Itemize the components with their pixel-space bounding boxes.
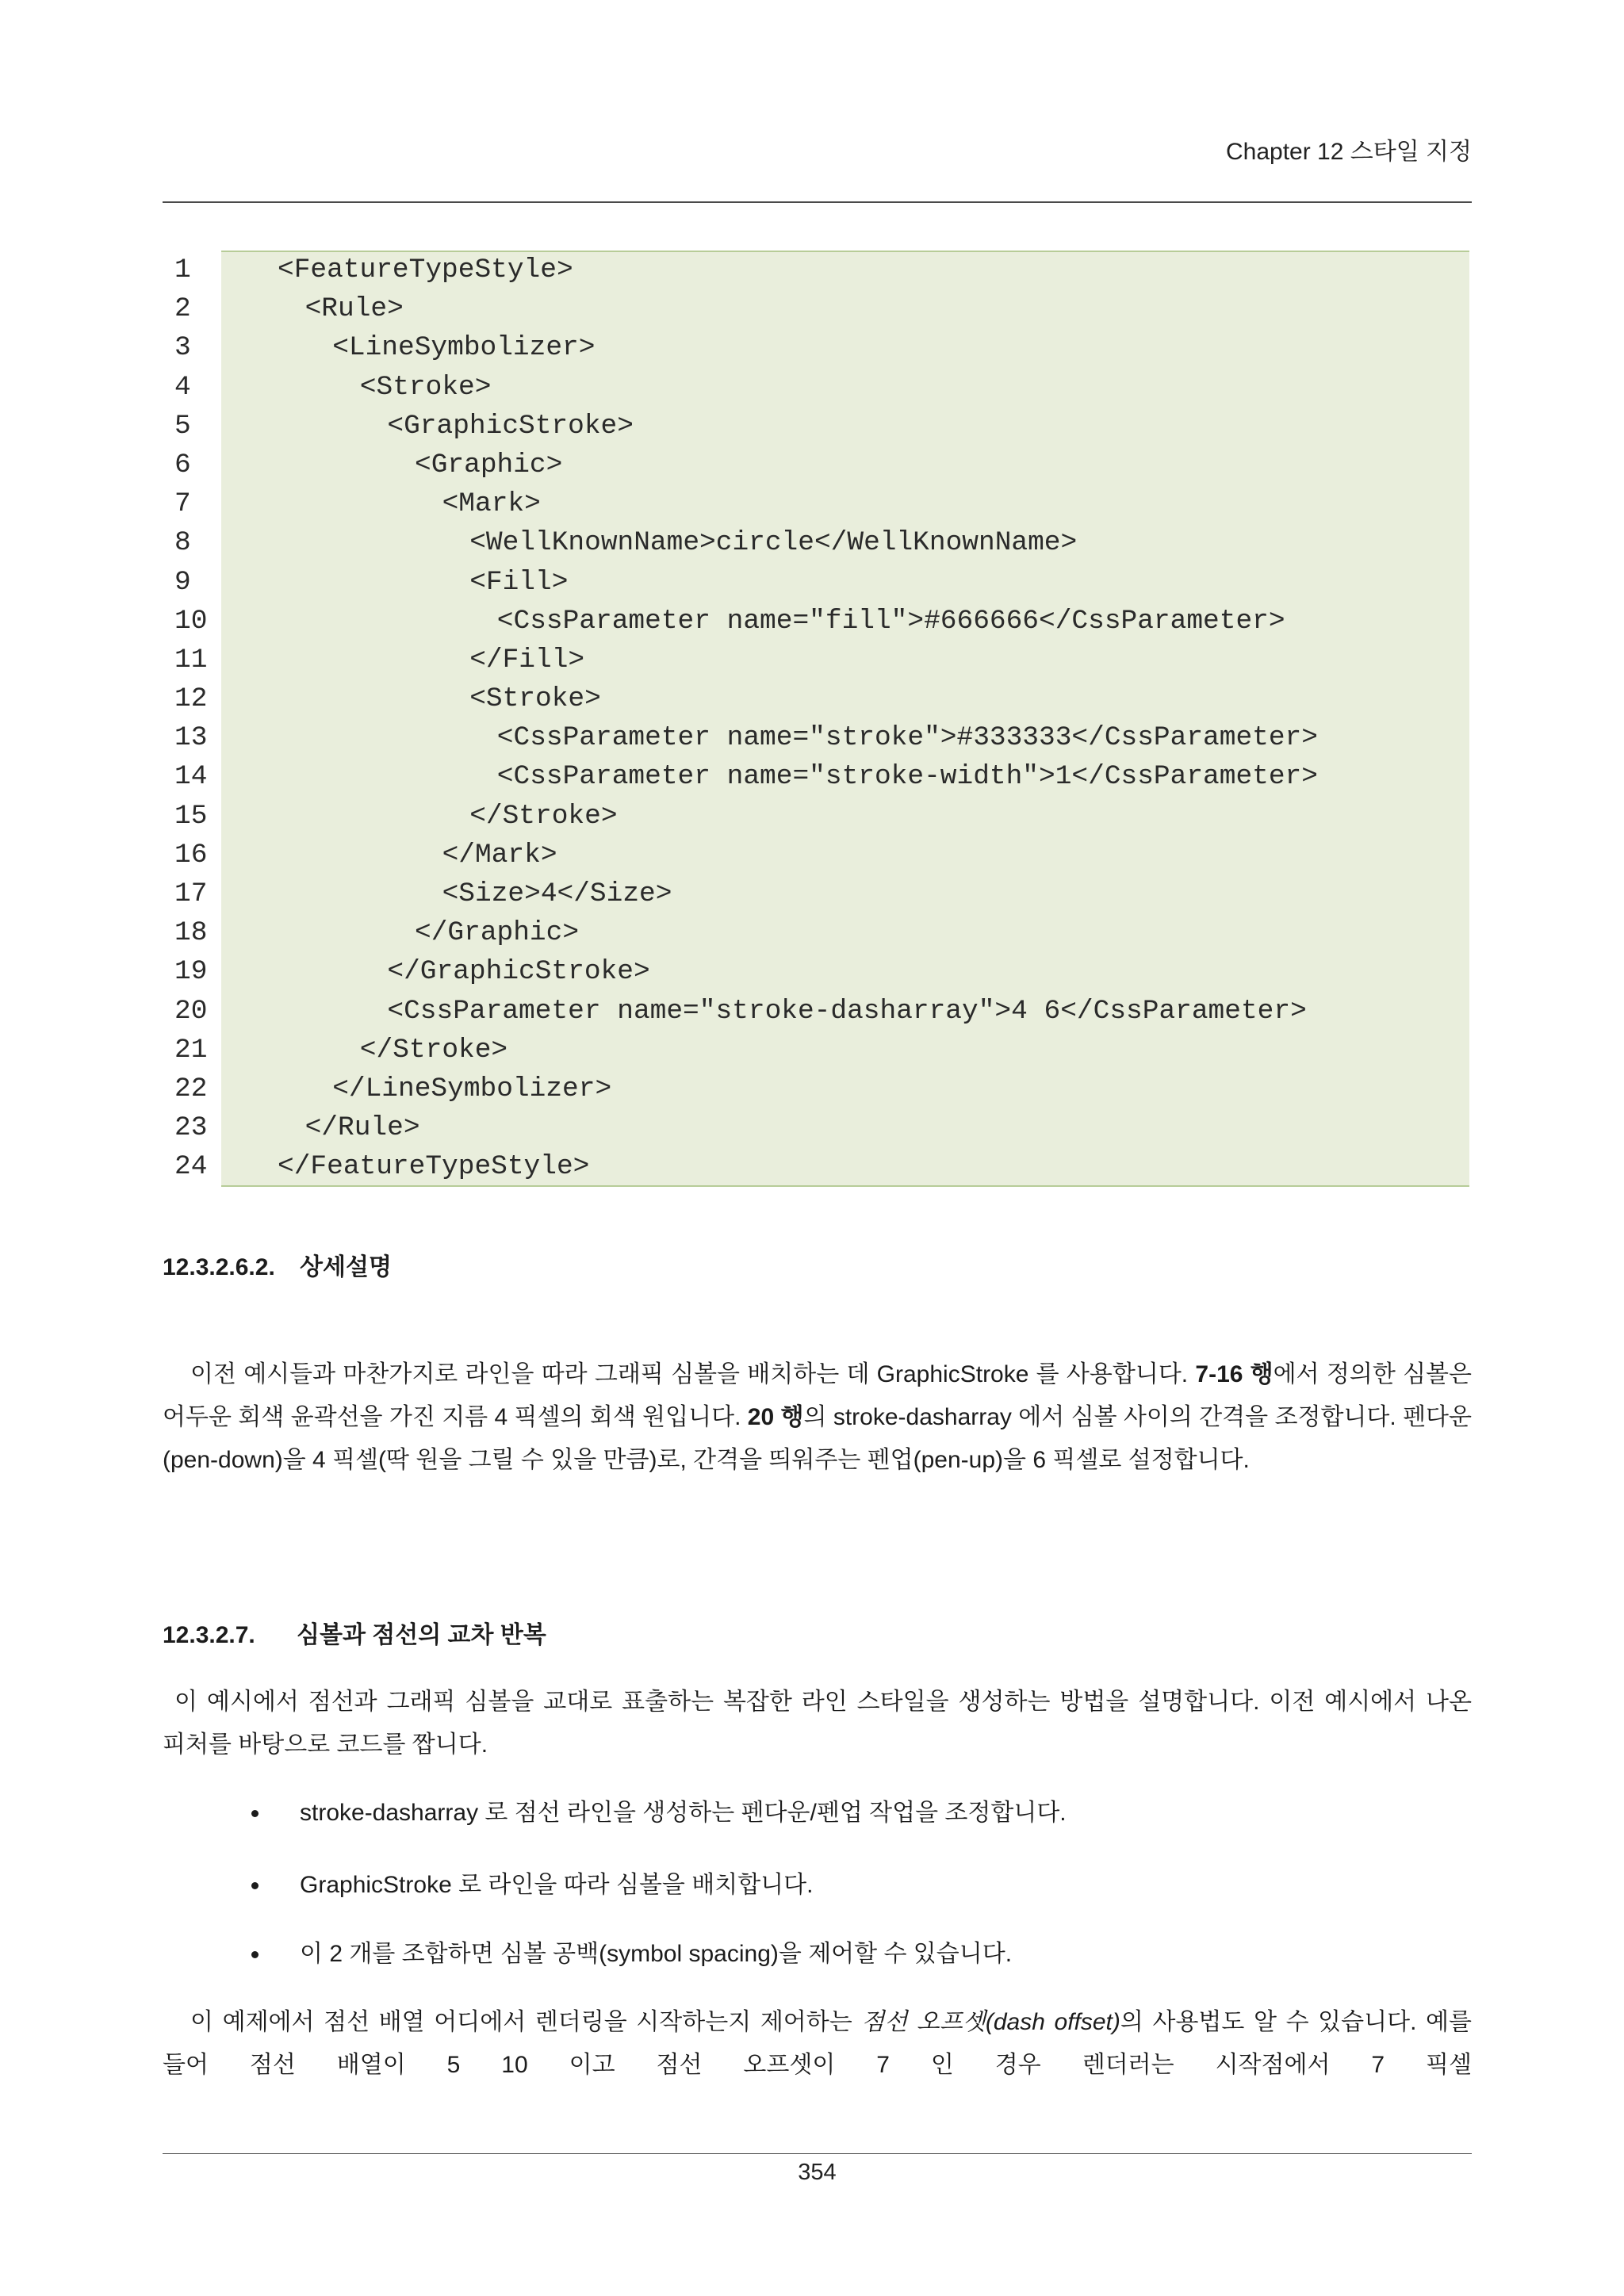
code-text: <Fill> <box>469 566 569 598</box>
code-line <box>163 992 1469 1031</box>
code-line <box>163 1031 1469 1070</box>
code-text: </Mark> <box>442 839 557 871</box>
closing-paragraph <box>163 2001 1472 2087</box>
paragraph-text: 에서 정의한 심볼은 어두운 회색 윤곽선을 가진 지름 4 픽셀의 회색 원입니다. <box>163 1361 1473 1430</box>
list-item-text: 이 2 개를 조합하면 심볼 공백(symbol spacing)을 제어할 수 있습니다. <box>300 1941 1013 1967</box>
code-text: <GraphicStroke> <box>387 410 634 442</box>
line-number: 14 <box>174 761 208 793</box>
code-text: <CssParameter name="stroke-dasharray">4 6</CssParameter> <box>387 995 1307 1027</box>
line-number: 2 <box>174 293 191 325</box>
section-number: 12.3.2.6.2. <box>163 1254 275 1280</box>
code-text: </Fill> <box>469 644 585 675</box>
code-text: <WellKnownName>circle</WellKnownName> <box>469 527 1078 559</box>
running-header: Chapter 12 스타일 지정 <box>1225 139 1472 165</box>
bullet-dot <box>251 1951 259 1958</box>
list-item-text: stroke-dasharray 로 점선 라인을 생성하는 펜다운/펜업 작업을 조정합니다. <box>300 1800 1067 1826</box>
line-number: 18 <box>174 917 208 949</box>
code-line <box>163 328 1469 367</box>
line-number: 11 <box>174 644 208 675</box>
section-title: 심볼과 점선의 교차 반복 <box>297 1622 546 1648</box>
code-text: </Rule> <box>304 1112 420 1144</box>
code-text: <Mark> <box>442 488 541 520</box>
line-number: 12 <box>174 683 208 715</box>
line-number: 19 <box>174 956 208 988</box>
code-text: </Stroke> <box>469 800 618 832</box>
section-title: 상세설명 <box>300 1254 392 1280</box>
paragraph-text: 이 예제에서 점선 배열 어디에서 렌더링을 시작하는지 제어하는 <box>190 2009 862 2035</box>
section-heading-alternating <box>163 1618 1472 1653</box>
code-text: </Graphic> <box>415 917 580 949</box>
code-text: <Graphic> <box>415 449 563 480</box>
line-number: 23 <box>174 1112 208 1144</box>
list-item <box>163 1933 1472 1976</box>
line-number: 3 <box>174 332 191 364</box>
code-line <box>163 523 1469 562</box>
line-number: 4 <box>174 371 191 403</box>
code-line <box>163 563 1469 602</box>
code-line <box>163 1108 1469 1147</box>
line-number: 10 <box>174 605 208 637</box>
code-text: </FeatureTypeStyle> <box>278 1151 590 1183</box>
code-line <box>163 446 1469 484</box>
section-heading-description <box>163 1250 1472 1285</box>
code-text: <CssParameter name="stroke-width">1</CssParameter> <box>496 761 1318 793</box>
code-line <box>163 641 1469 679</box>
line-number: 1 <box>174 254 191 285</box>
code-listing <box>163 251 1469 1187</box>
bullet-dot <box>251 1810 259 1817</box>
section-number: 12.3.2.7. <box>163 1622 255 1648</box>
code-text: <Size>4</Size> <box>442 878 672 909</box>
code-line <box>163 952 1469 991</box>
code-text: <Rule> <box>304 293 404 325</box>
code-text: <LineSymbolizer> <box>332 332 596 364</box>
footer-rule <box>163 2153 1472 2154</box>
line-number: 8 <box>174 527 191 559</box>
line-number: 21 <box>174 1034 208 1066</box>
list-item-text: GraphicStroke 로 라인을 따라 심볼을 배치합니다. <box>300 1872 814 1898</box>
code-line <box>163 797 1469 836</box>
code-text: </Stroke> <box>359 1034 508 1066</box>
code-text: <CssParameter name="stroke">#333333</CssParameter> <box>496 722 1318 754</box>
code-line <box>163 484 1469 523</box>
code-line <box>163 874 1469 913</box>
code-line <box>163 251 1469 289</box>
intro-paragraph: 이 예시에서 점선과 그래픽 심볼을 교대로 표출하는 복잡한 라인 스타일을 생성하는 방법을 설명합니다. 이전 예시에서 나온 피처를 바탕으로 코드를 짭니다. <box>163 1689 1472 1758</box>
code-text: <Stroke> <box>359 371 492 403</box>
code-line <box>163 1147 1469 1186</box>
code-line <box>163 836 1469 874</box>
code-line <box>163 368 1469 407</box>
italic-term: 점선 오프셋(dash offset) <box>861 2009 1120 2035</box>
code-line <box>163 757 1469 796</box>
line-number: 20 <box>174 995 208 1027</box>
list-item <box>163 1864 1472 1907</box>
line-number: 13 <box>174 722 208 754</box>
paragraph-text: 의 사용법도 알 수 있습니다. 예를 들어 점선 배열이 5 10 이고 점선 오프셋이 7 인 경우 렌더러는 시작점에서 7 픽셀 <box>163 2009 1472 2078</box>
header-rule <box>163 201 1472 203</box>
code-text: <FeatureTypeStyle> <box>278 254 573 285</box>
paragraph-text: 의 stroke-dasharray 에서 심볼 사이의 간격을 조정합니다. 펜다운(pen-down)을 4 픽셀(딱 원을 그릴 수 있을 만큼)로, 간격을 띄워주는 펜업(pen-up)을 6 픽셀로 설정합니다. <box>163 1404 1473 1473</box>
code-text: <CssParameter name="fill">#666666</CssParameter> <box>496 605 1285 637</box>
paragraph-text: 이전 예시들과 마찬가지로 라인을 따라 그래픽 심볼을 배치하는 데 GraphicStroke 를 사용합니다. <box>190 1361 1196 1387</box>
code-line <box>163 679 1469 718</box>
line-number: 7 <box>174 488 191 520</box>
line-number: 6 <box>174 449 191 480</box>
bold-reference: 20 행 <box>747 1404 804 1430</box>
line-number: 15 <box>174 800 208 832</box>
code-line <box>163 407 1469 446</box>
code-text: </GraphicStroke> <box>387 956 650 988</box>
code-line <box>163 913 1469 952</box>
line-number: 24 <box>174 1151 208 1183</box>
code-text: </LineSymbolizer> <box>332 1073 612 1104</box>
list-item <box>163 1792 1472 1835</box>
description-paragraph <box>163 1353 1472 1482</box>
code-line <box>163 289 1469 328</box>
code-text: <Stroke> <box>469 683 601 715</box>
page-number: 354 <box>798 2160 837 2185</box>
line-number: 9 <box>174 566 191 598</box>
code-line <box>163 602 1469 641</box>
bullet-dot <box>251 1882 259 1889</box>
line-number: 17 <box>174 878 208 909</box>
line-number: 22 <box>174 1073 208 1104</box>
code-line <box>163 718 1469 757</box>
line-number: 16 <box>174 839 208 871</box>
code-line <box>163 1070 1469 1108</box>
line-number: 5 <box>174 410 191 442</box>
bold-reference: 7-16 행 <box>1195 1361 1274 1387</box>
